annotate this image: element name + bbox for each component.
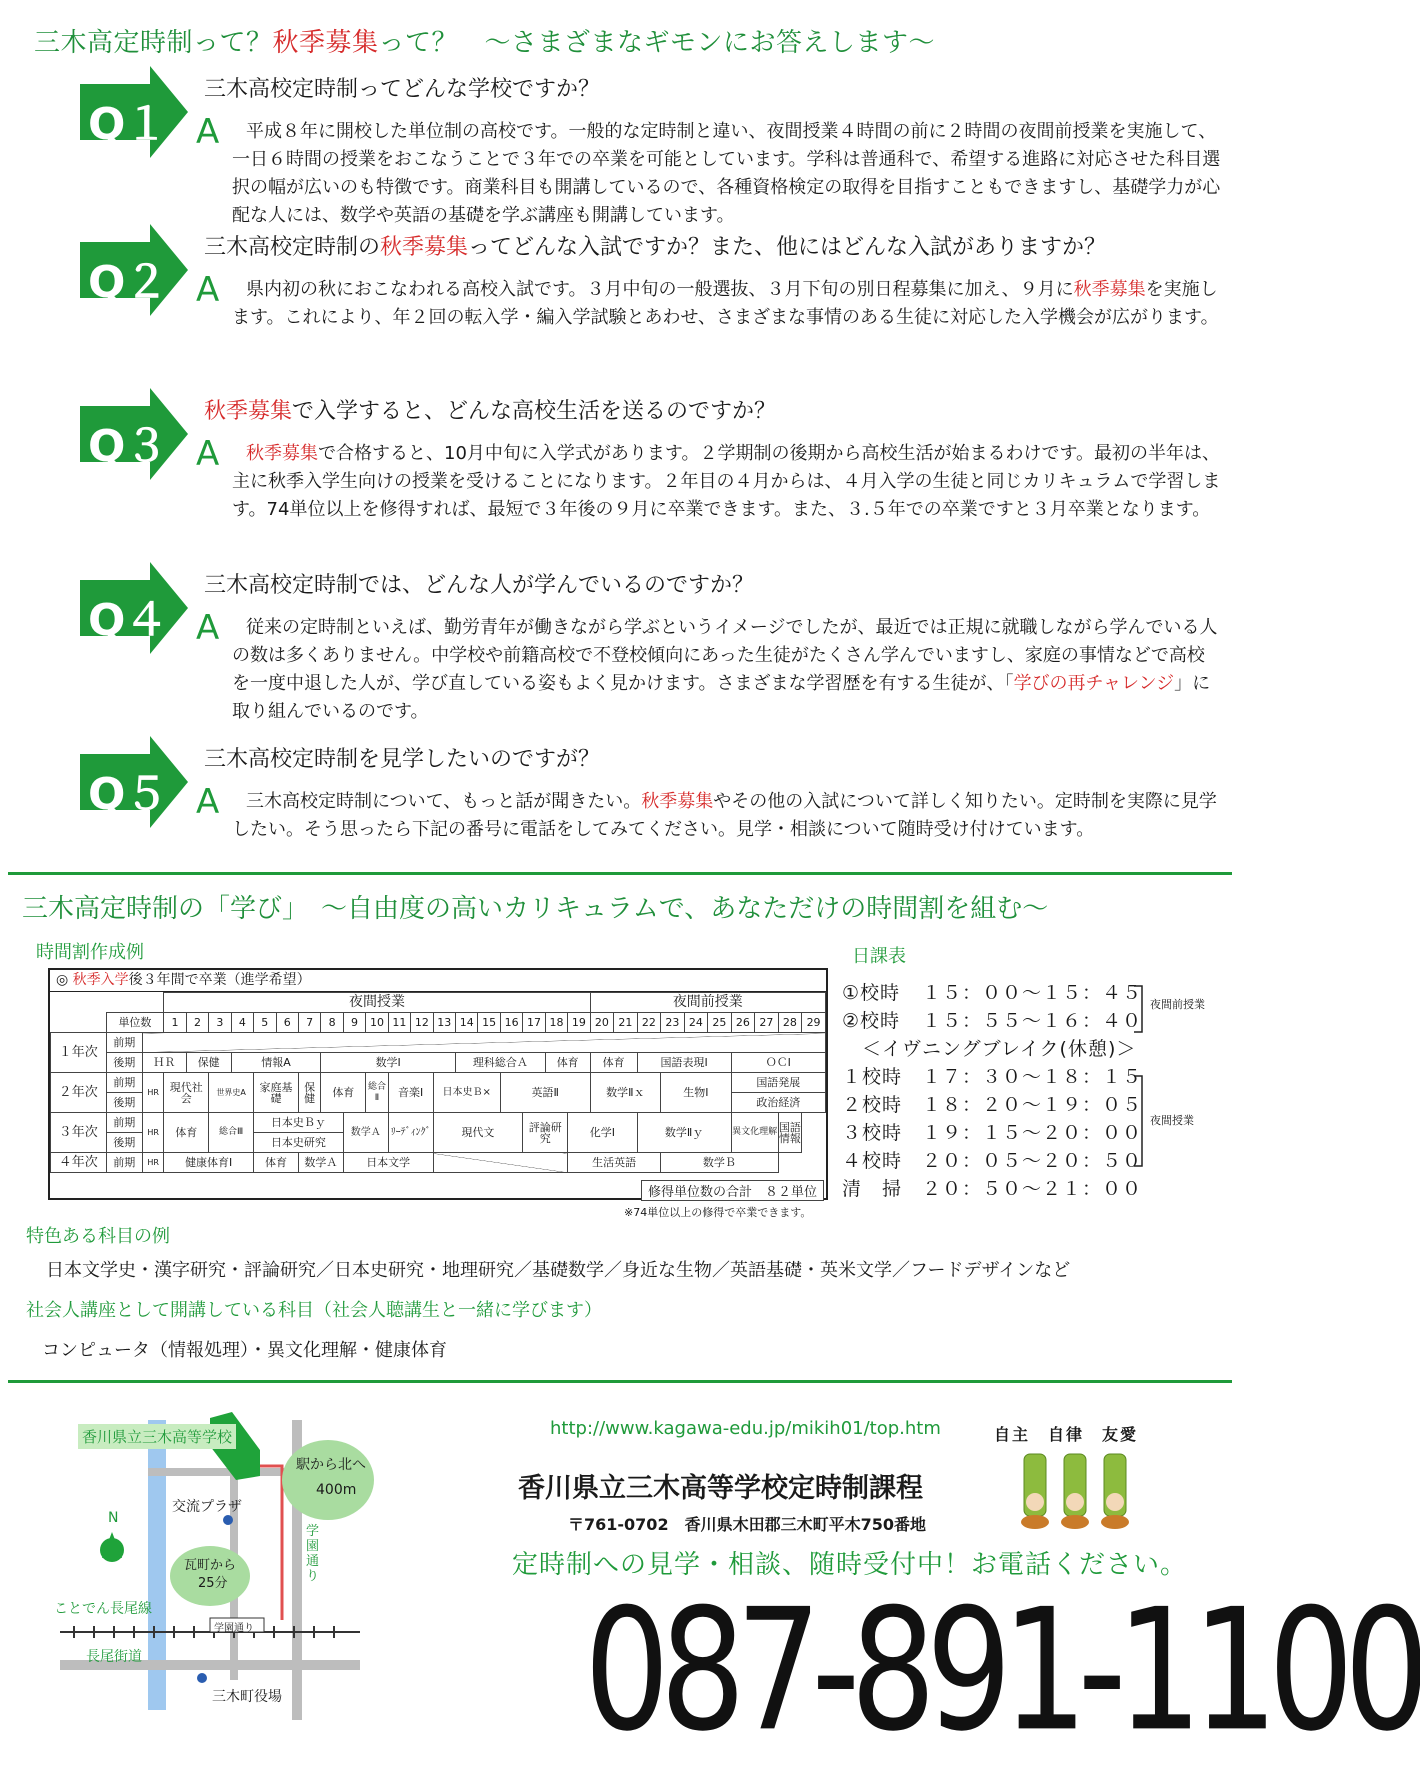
answer-part: 県内初の秋におこなわれる高校入試です。３月中旬の一般選抜、３月下旬の別日程募集に加え、９月に <box>246 279 1074 300</box>
schedule-row <box>842 978 1142 1005</box>
unit-number: 17 <box>523 1013 545 1033</box>
subject: HR <box>142 1153 163 1173</box>
unit-row <box>51 1013 826 1033</box>
answer-part: を実施します。これにより、年２回の転入学・編入学試験とあわせ、さまざまな事情のある生徒に対応した入学機会が広がります。 <box>232 279 1219 328</box>
subject: 体育 <box>254 1153 299 1173</box>
unit-number: 20 <box>590 1013 614 1033</box>
empty-term <box>433 1153 568 1173</box>
subject: 現代文 <box>433 1113 523 1153</box>
qa-block-3 <box>80 388 1220 558</box>
question-text: 三木高校定時制を見学したいのですが？ <box>204 747 601 772</box>
features-title: 特色ある科目の例 <box>26 1226 170 1247</box>
year4-zenki <box>51 1153 826 1173</box>
subject: ＯＣⅠ <box>731 1053 825 1073</box>
unit-label: 単位数 <box>106 1013 164 1033</box>
schedule-row <box>842 1006 1142 1033</box>
q-label: Q３ <box>88 421 168 472</box>
circle-mark: ◎ <box>56 972 69 988</box>
subject: HR <box>142 1113 163 1153</box>
timetable-head <box>50 970 826 992</box>
features-text: 日本文学史・漢字研究・評論研究／日本史研究・地理研究／基礎数学／身近な生物／英語基礎・英米文学／フードデザインなど <box>46 1260 1071 1281</box>
unit-number: 25 <box>708 1013 732 1033</box>
head-red: 秋季入学 <box>72 972 129 988</box>
period-label: ２校時 <box>842 1094 903 1116</box>
q-label: Q１ <box>88 99 168 150</box>
unit-number: 26 <box>731 1013 755 1033</box>
subject: 日本文学 <box>343 1153 433 1173</box>
subject: 政治経済 <box>731 1093 825 1113</box>
subject: 世界史A <box>209 1073 254 1113</box>
subject: 体育 <box>545 1053 590 1073</box>
subject: 理科総合Ａ <box>456 1053 546 1073</box>
schedule-row <box>842 1090 1142 1117</box>
answer-part: 」に取り組んでいるのです。 <box>232 673 1211 722</box>
subject: 情報A <box>231 1053 321 1073</box>
manabi-title: 三木高定時制の「学び」 ～自由度の高いカリキュラムで、あなただけの時間割を組む～ <box>22 894 1049 924</box>
schedule-row <box>862 1034 1136 1061</box>
term-label: 後期 <box>106 1133 142 1153</box>
section-divider <box>8 872 1232 875</box>
unit-number: 10 <box>366 1013 388 1033</box>
map-school-label: 香川県立三木高等学校 <box>78 1424 236 1449</box>
school-motto: 自主 自律 友愛 <box>994 1425 1139 1444</box>
mascot-icon <box>1010 1446 1140 1536</box>
subject: 体育 <box>321 1073 366 1113</box>
period-label: ①校時 <box>842 982 901 1004</box>
q-label: Q４ <box>88 595 168 646</box>
q-arrow-icon <box>80 66 188 158</box>
schedule-row <box>842 1118 1142 1145</box>
adult-title: 社会人講座として開講している科目（社会人聴講生と一緒に学びます） <box>26 1300 602 1321</box>
evening-header: 夜間授業 <box>164 993 590 1013</box>
q-arrow-icon <box>80 224 188 316</box>
school-address: 〒761-0702 香川県木田郡三木町平木750番地 <box>568 1515 926 1534</box>
subject: HR <box>142 1073 163 1113</box>
period-label: ４校時 <box>842 1150 903 1172</box>
term-label: 後期 <box>106 1093 142 1113</box>
page-title <box>34 22 935 59</box>
qa-block-4 <box>80 562 1220 732</box>
section-divider <box>8 1380 1232 1383</box>
question-text <box>204 394 776 425</box>
empty-term <box>142 1033 825 1053</box>
subject: 国語発展 <box>731 1073 825 1093</box>
subject: 数学Ⅱｘ <box>590 1073 661 1113</box>
map-nagao-road-label: 長尾街道 <box>86 1649 142 1665</box>
q-label: Q２ <box>88 257 168 308</box>
evening-label: 夜間授業 <box>1150 1114 1194 1127</box>
q-label: Q５ <box>88 769 168 820</box>
answer-text <box>232 614 1222 726</box>
unit-number: 1 <box>164 1013 186 1033</box>
graduation-note: ※74単位以上の修得で卒業できます。 <box>624 1206 812 1219</box>
term-label: 後期 <box>106 1053 142 1073</box>
period-label: ②校時 <box>842 1010 901 1032</box>
corner-cell <box>51 993 164 1013</box>
subject: 体育 <box>590 1053 637 1073</box>
unit-number: 28 <box>778 1013 802 1033</box>
title-part-red: 秋季募集 <box>272 28 379 58</box>
year1-kouki <box>51 1053 826 1073</box>
timetable <box>48 968 828 1200</box>
period-time: １９：１５～２０：００ <box>922 1122 1143 1144</box>
unit-number: 21 <box>614 1013 638 1033</box>
subject: 異文化理解 <box>731 1113 778 1153</box>
answer-text <box>232 276 1222 332</box>
map-north-label: N <box>108 1510 119 1526</box>
subject: 生活英語 <box>568 1153 661 1173</box>
map-bubble-a: 駅から北へ <box>296 1457 366 1473</box>
q-arrow-icon <box>80 736 188 828</box>
unit-number: 9 <box>343 1013 365 1033</box>
schedule-title: 日課表 <box>852 946 906 967</box>
question-part: 三木高校定時制の <box>204 235 381 260</box>
school-name: 香川県立三木高等学校定時制課程 <box>518 1473 923 1504</box>
period-time: １５：００～１５：４５ <box>922 982 1143 1004</box>
subject: 日本史Ｂ× <box>433 1073 500 1113</box>
subject: 健康体育Ⅰ <box>164 1153 254 1173</box>
question-text: 三木高校定時制ってどんな学校ですか？ <box>204 77 601 102</box>
answer-text <box>232 440 1222 524</box>
answer-text <box>232 788 1222 844</box>
unit-number: 6 <box>276 1013 298 1033</box>
map-town-office-label: 三木町役場 <box>212 1689 282 1705</box>
unit-number: 27 <box>755 1013 779 1033</box>
subject: 家庭基礎 <box>254 1073 299 1113</box>
unit-number: 14 <box>456 1013 478 1033</box>
subject: 体育 <box>164 1113 209 1153</box>
answer-mark: A <box>196 270 220 310</box>
unit-number: 3 <box>209 1013 231 1033</box>
pre-evening-header: 夜間前授業 <box>590 993 825 1013</box>
question-part: ってどんな入試ですか？また、他にはどんな入試がありますか？ <box>468 235 1107 260</box>
school-url-link[interactable]: http://www.kagawa-edu.jp/mikih01/top.htm <box>550 1418 941 1439</box>
term-label: 前期 <box>106 1153 142 1173</box>
answer-part: 従来の定時制といえば、勤労青年が働きながら学ぶというイメージでしたが、最近では正規に就職しながら学んでいる人の数は多くありません。中学校や前籍高校で不登校傾向にあった生徒がたくさん学んでいますし、家庭の事情などで高校を一度中退した人が、学び直している姿もよく見かけます。さまざまな学習歴を有する生徒が、「 <box>232 617 1218 694</box>
pre-evening-label: 夜間前授業 <box>1150 998 1205 1011</box>
q-arrow-icon <box>80 388 188 480</box>
period-label: ３校時 <box>842 1122 903 1144</box>
period-label: 清 掃 <box>842 1178 903 1200</box>
qa-block-2 <box>80 224 1220 374</box>
answer-part: やその他の入試について詳しく知りたい。定時制を実際に見学したい。そう思ったら下記の番号に電話をしてみてください。見学・相談について随時受け付けています。 <box>232 791 1217 840</box>
qa-block-1 <box>80 66 1220 236</box>
map-station-label: 学園通り <box>214 1623 254 1634</box>
question-text <box>204 230 1106 261</box>
timetable-grid <box>50 992 826 1173</box>
term-label: 前期 <box>106 1073 142 1093</box>
year1-zenki <box>51 1033 826 1053</box>
title-part-c: って？ ～さまざまなギモンにお答えします～ <box>378 28 936 58</box>
break-text: ＜イヴニングブレイク(休憩)＞ <box>862 1038 1137 1060</box>
answer-part: 三木高校定時制について、もっと話が聞きたい。 <box>246 791 642 812</box>
unit-number: 18 <box>545 1013 567 1033</box>
answer-red: 秋季募集 <box>1073 279 1146 300</box>
year-label: １年次 <box>51 1033 107 1073</box>
year3-zenki <box>51 1113 826 1133</box>
subject: 数学Ａ <box>298 1153 343 1173</box>
head-rest: 後３年間で卒業（進学希望） <box>128 972 311 988</box>
map-kawaramachi-b: 25分 <box>198 1576 228 1591</box>
map-bubble-b: 400m <box>316 1482 357 1498</box>
unit-number: 2 <box>186 1013 208 1033</box>
q-arrow-icon <box>80 562 188 654</box>
unit-number: 22 <box>637 1013 661 1033</box>
answer-red: 学びの再チャレンジ <box>1013 673 1175 694</box>
title-part-a: 三木高定時制って？ <box>34 28 273 58</box>
answer-mark: A <box>196 112 220 152</box>
subject: 日本史Ｂｙ <box>254 1113 344 1133</box>
qa-block-5 <box>80 736 1220 866</box>
adult-text: コンピュータ（情報処理）・異文化理解・健康体育 <box>42 1340 447 1361</box>
period-time: １５：５５～１６：４０ <box>922 1010 1143 1032</box>
unit-number: 15 <box>478 1013 500 1033</box>
period-time: １８：２０～１９：０５ <box>922 1094 1143 1116</box>
schedule-row <box>842 1146 1142 1173</box>
timetable-label: 時間割作成例 <box>36 942 144 963</box>
bracket-icon <box>1132 984 1148 1180</box>
unit-number: 24 <box>684 1013 708 1033</box>
subject: ﾘｰﾃﾞｨﾝｸﾞ <box>388 1113 433 1153</box>
subject: 国語情報 <box>778 1113 802 1153</box>
unit-number: 12 <box>411 1013 433 1033</box>
schedule-row <box>842 1174 1142 1201</box>
access-map <box>54 1410 366 1720</box>
subject: 総合Ⅱ <box>366 1073 388 1113</box>
answer-mark: A <box>196 608 220 648</box>
unit-number: 19 <box>568 1013 590 1033</box>
answer-red: 秋季募集 <box>246 443 318 464</box>
subject: 国語表現Ⅰ <box>637 1053 731 1073</box>
question-part: で入学すると、どんな高校生活を送るのですか？ <box>292 399 777 424</box>
subject: 数学Ａ <box>343 1113 388 1153</box>
map-kotoden-label: ことでん長尾線 <box>54 1601 152 1617</box>
subject: 保健 <box>186 1053 231 1073</box>
period-time: １７：３０～１８：１５ <box>922 1066 1143 1088</box>
answer-mark: A <box>196 782 220 822</box>
map-kawaramachi-a: 瓦町から <box>184 1558 237 1573</box>
map-gakuen-road-label: 学園通り <box>306 1524 320 1584</box>
answer-mark: A <box>196 434 220 474</box>
unit-number: 8 <box>321 1013 343 1033</box>
subject: 数学Ⅱｙ <box>637 1113 731 1153</box>
units-total: 修得単位数の合計 ８２単位 <box>641 1180 824 1201</box>
unit-number: 7 <box>298 1013 320 1033</box>
answer-part: で合格すると、10月中旬に入学式があります。２学期制の後期から高校生活が始まるわけです。最初の半年は、主に秋季入学生向けの授業を受けることになります。２年目の４月からは、４月入学の生徒と同じカリキュラムで学習します。74単位以上を修得すれば、最短で３年後の９月に卒業できます。また、３.５年での卒業ですと３月卒業となります。 <box>232 443 1221 520</box>
phone-number[interactable]: 087-891-1100 <box>584 1573 1420 1769</box>
subject: ＨＲ <box>142 1053 186 1073</box>
subject: 保健 <box>298 1073 320 1113</box>
unit-number: 4 <box>231 1013 253 1033</box>
unit-number: 16 <box>500 1013 522 1033</box>
term-label: 前期 <box>106 1113 142 1133</box>
unit-number: 29 <box>802 1013 826 1033</box>
answer-text: 平成８年に開校した単位制の高校です。一般的な定時制と違い、夜間授業４時間の前に２時間の夜間前授業を実施して、一日６時間の授業をおこなうことで３年での卒業を可能としています。学科は普通科で、希望する進路に対応させた科目選択の幅が広いのも特徴です。商業科目も開講しているので、各種資格検定の取得を目指すこともできますし、基礎学力が心配な人には、数学や英語の基礎を学ぶ講座も開講しています。 <box>232 121 1221 226</box>
schedule-row <box>842 1062 1142 1089</box>
period-time: ２０：５０～２１：００ <box>922 1178 1143 1200</box>
year2-zenki <box>51 1073 826 1093</box>
year-label: ３年次 <box>51 1113 107 1153</box>
question-red: 秋季募集 <box>204 399 293 424</box>
subject: 化学Ⅰ <box>568 1113 637 1153</box>
unit-number: 13 <box>433 1013 455 1033</box>
year-label: ２年次 <box>51 1073 107 1113</box>
term-label: 前期 <box>106 1033 142 1053</box>
question-text: 三木高校定時制では、どんな人が学んでいるのですか？ <box>204 573 755 598</box>
unit-number: 5 <box>254 1013 276 1033</box>
subject: 生物Ⅰ <box>661 1073 732 1113</box>
answer-red: 秋季募集 <box>641 791 714 812</box>
unit-number: 23 <box>661 1013 685 1033</box>
blank-cell <box>778 1153 802 1173</box>
subject: 現代社会 <box>164 1073 209 1113</box>
question-red: 秋季募集 <box>380 235 469 260</box>
subject: 数学Ⅰ <box>321 1053 456 1073</box>
subject: 総合Ⅲ <box>209 1113 254 1153</box>
period-time: ２０：０５～２０：５０ <box>922 1150 1143 1172</box>
year-label: ４年次 <box>51 1153 107 1173</box>
subject: 数学Ｂ <box>661 1153 779 1173</box>
map-plaza-label: 交流プラザ <box>172 1499 242 1515</box>
subject: 音楽Ⅰ <box>388 1073 433 1113</box>
subject: 評論研究 <box>523 1113 568 1153</box>
contact-callout: 定時制への見学・相談、随時受付中！お電話ください。 <box>512 1550 1188 1580</box>
period-label: １校時 <box>842 1066 903 1088</box>
blank-cell <box>51 1013 107 1033</box>
subject: 英語Ⅱ <box>500 1073 590 1113</box>
subject: 日本史研究 <box>254 1133 344 1153</box>
unit-number: 11 <box>388 1013 410 1033</box>
